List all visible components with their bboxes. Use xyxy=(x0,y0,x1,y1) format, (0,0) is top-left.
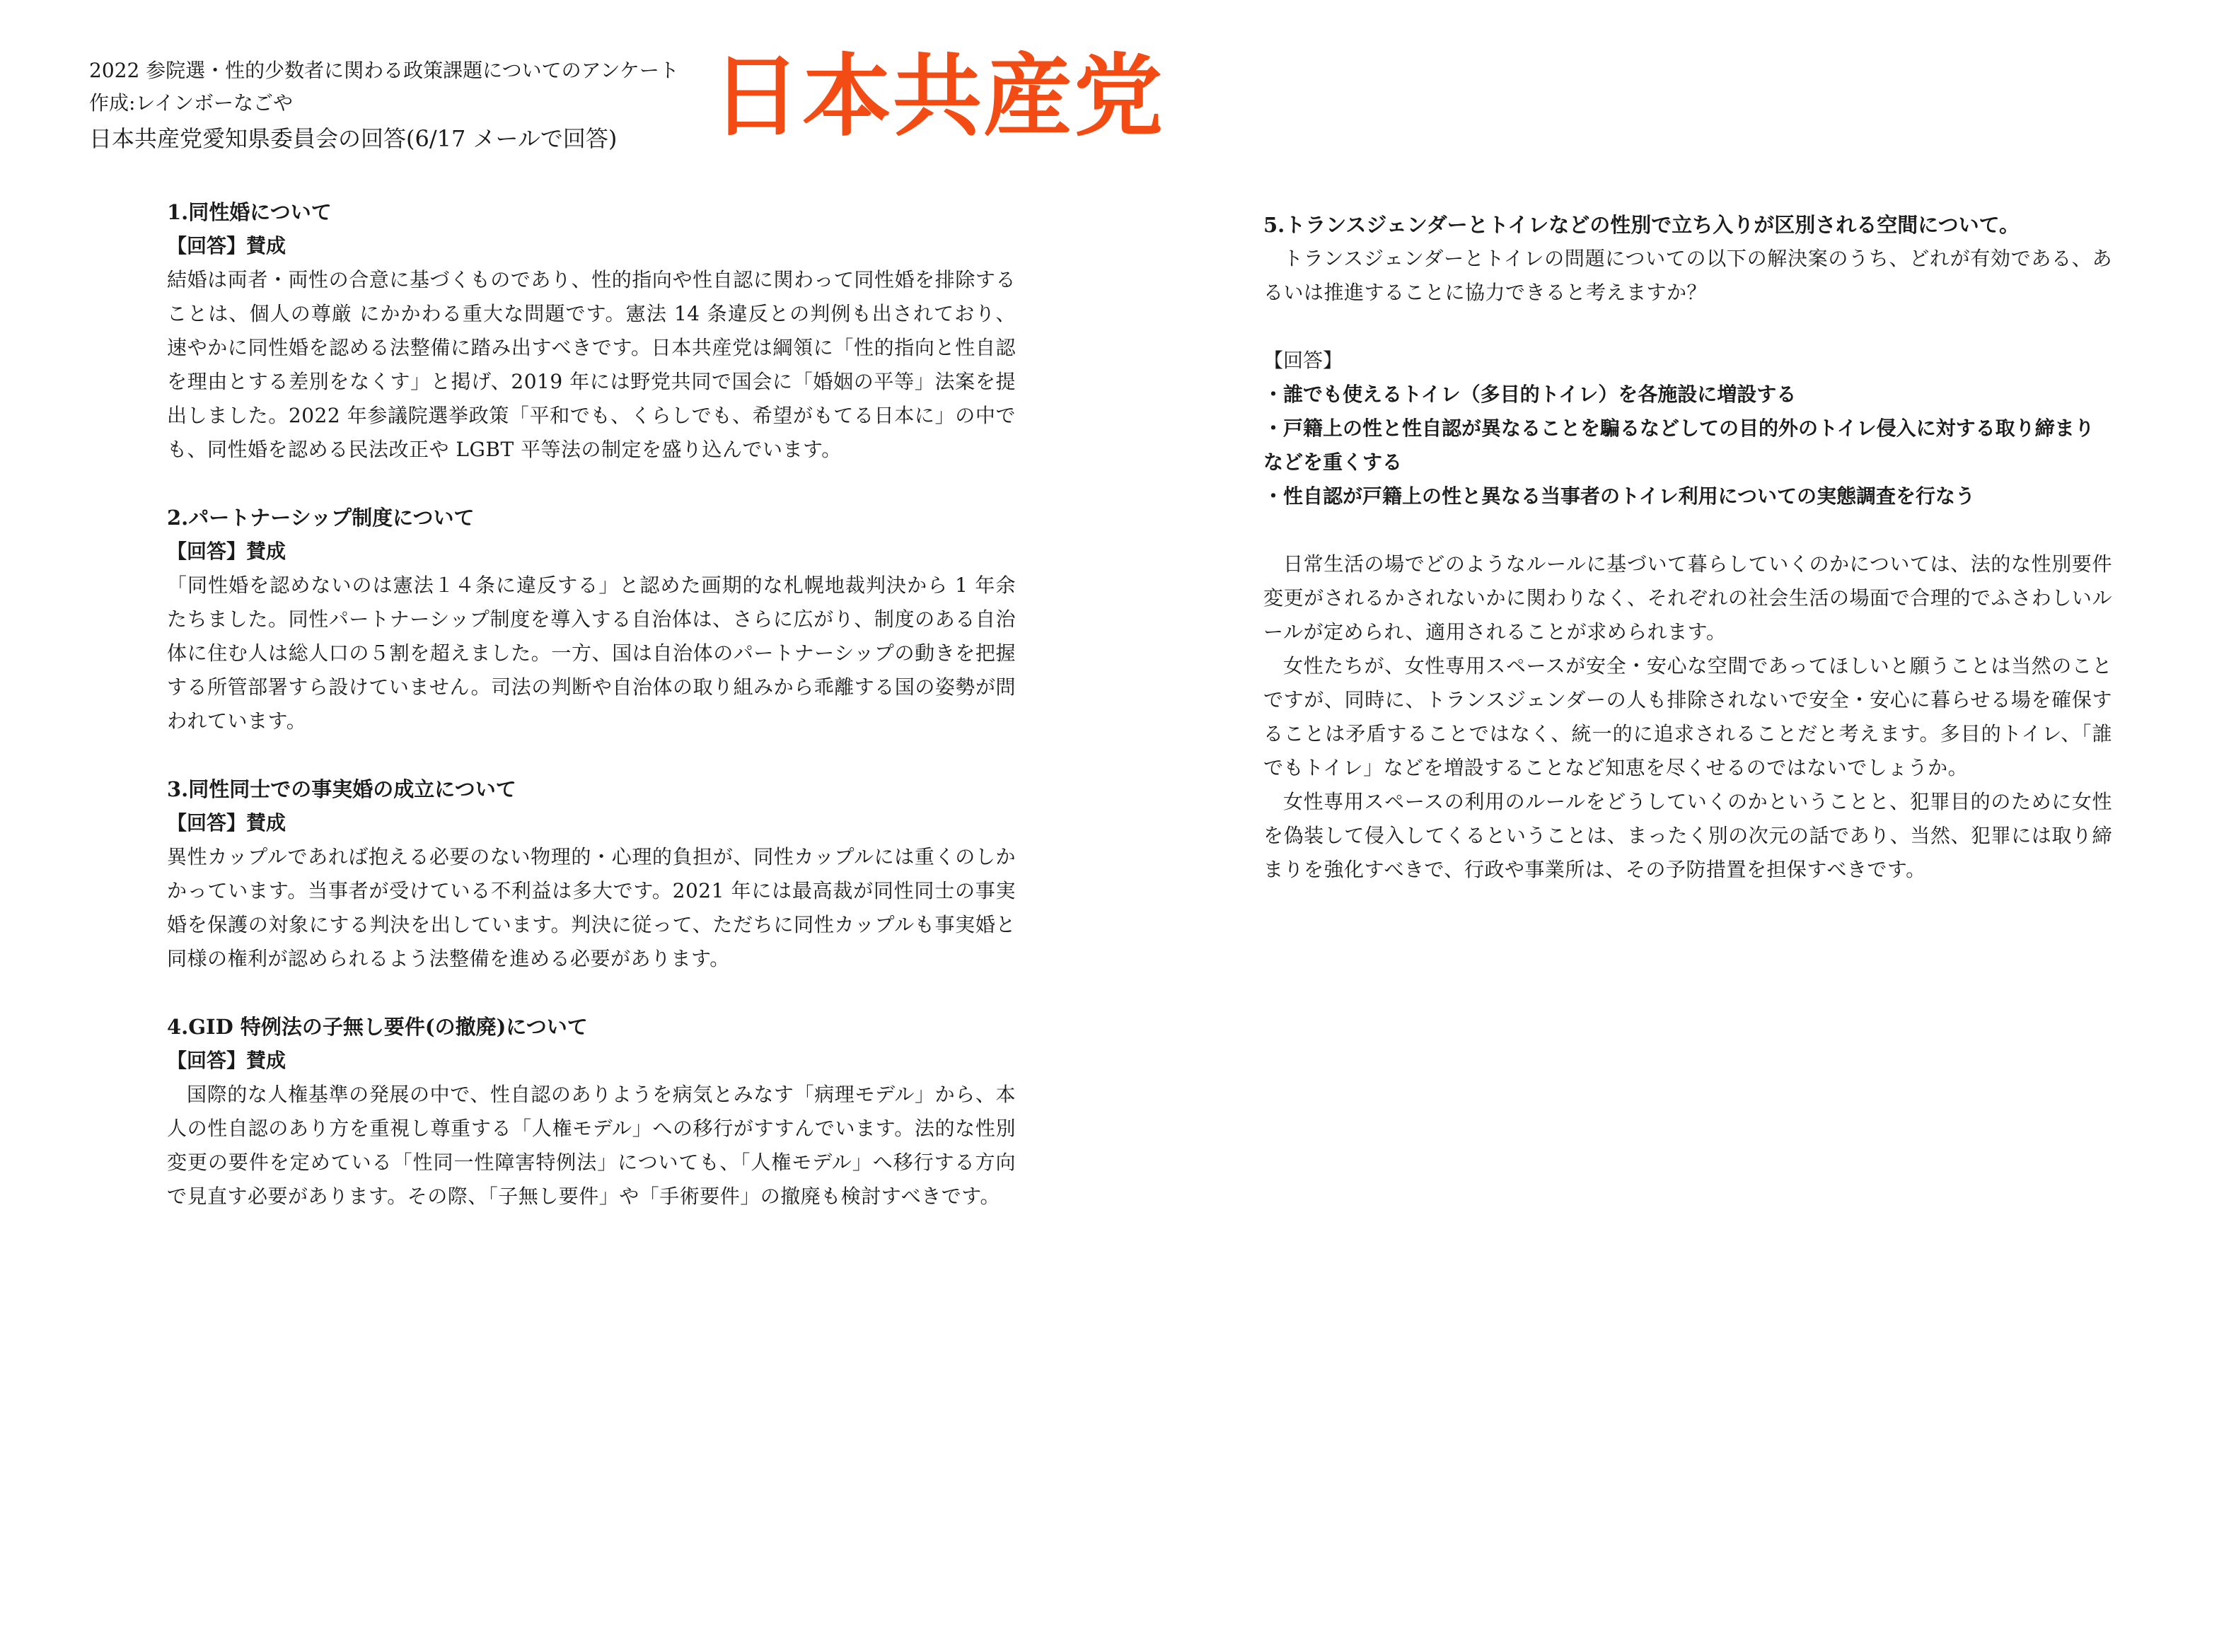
section-heading: 3.同性同士での事実婚の成立について xyxy=(167,777,516,801)
section-partnership-system xyxy=(167,501,1016,738)
answer-label: 【回答】賛成 xyxy=(167,811,286,834)
section-same-sex-marriage xyxy=(167,195,1016,467)
answer-label: 【回答】賛成 xyxy=(167,234,286,257)
answer-label: 【回答】 xyxy=(1263,349,1343,372)
answer-body: 国際的な人権基準の発展の中で、性自認のありようを病気とみなす「病理モデル」から、本人の性自認のあり方を重視し尊重する「人権モデル」への移行がすすんでいます。法的な性別変更の要件を定めている「性同一性障害特例法」についても、「人権モデル」へ移行する方向で見直す必要があります。その際、「子無し要件」や「手術要件」の撤廃も検討すべきです。 xyxy=(167,1083,1016,1208)
answer-bullet: ・性自認が戸籍上の性と異なる当事者のトイレ利用についての実態調査を行なう xyxy=(1263,484,1976,508)
section-heading: 2.パートナーシップ制度について xyxy=(167,506,475,530)
section-heading: 1.同性婚について xyxy=(167,200,332,224)
section-gid-act xyxy=(167,1010,1016,1214)
section-heading: 4.GID 特例法の子無し要件(の撤廃)について xyxy=(167,1015,588,1039)
answer-body: 結婚は両者・両性の合意に基づくものであり、性的指向や性自認に関わって同性婚を排除することは、個人の尊厳 にかかわる重大な問題です。憲法 14 条違反との判例も出されており、速やかに同性婚を認める法整備に踏み出すべきです。日本共産党は綱領に「性的指向と性自認を理由とする差別をなくす」と掲げ、2019 年には野党共同で国会に「婚姻の平等」法案を提出しました。2022 年参議院選挙政策「平和でも、くらしでも、希望がもてる日本に」の中でも、同性婚を認める民法改正や LGBT 平等法の制定を盛り込んでいます。 xyxy=(167,268,1016,461)
respondent-line: 日本共産党愛知県委員会の回答(6/17 メールで回答) xyxy=(89,125,618,152)
party-logo: 日本共産党 xyxy=(712,45,1164,149)
answer-bullet: ・戸籍上の性と性自認が異なることを騙るなどしての目的外のトイレ侵入に対する取り締まりなどを重くする xyxy=(1263,417,2095,474)
answer-bullet: ・誰でも使えるトイレ（多目的トイレ）を各施設に増設する xyxy=(1263,383,1797,406)
answer-paragraph: 女性専用スペースの利用のルールをどうしていくのかということと、犯罪目的のために女性を偽装して侵入してくるということは、まったく別の次元の話であり、当然、犯罪には取り締まりを強化すべきで、行政や事業所は、その予防措置を担保すべきです。 xyxy=(1263,790,2112,881)
answer-label: 【回答】賛成 xyxy=(167,540,286,563)
survey-title: 2022 参院選・性的少数者に関わる政策課題についてのアンケート xyxy=(89,59,679,82)
answer-label: 【回答】賛成 xyxy=(167,1049,286,1072)
answer-body: 「同性婚を認めないのは憲法１４条に違反する」と認めた画期的な札幌地裁判決から 1 年余たちました。同性パートナーシップ制度を導入する自治体は、さらに広がり、制度のある自治体に住む人は総人口の５割を超えました。一方、国は自治体のパートナーシップの動きを把握する所管部署すら設けていません。司法の判断や自治体の取り組みから乖離する国の姿勢が問われています。 xyxy=(167,574,1016,733)
section-heading: 5.トランスジェンダーとトイレなどの性別で立ち入りが区別される空間について。 xyxy=(1263,213,2020,237)
answer-body: 異性カップルであれば抱える必要のない物理的・心理的負担が、同性カップルには重くのしかかっています。当事者が受けている不利益は多大です。2021 年には最高裁が同性同士の事実婚を保護の対象にする判決を出しています。判決に従って、ただちに同性カップルも事実婚と同様の権利が認められるよう法整備を進める必要があります。 xyxy=(167,845,1016,970)
author-line: 作成:レインボーなごや xyxy=(89,91,294,115)
question-text: トランスジェンダーとトイレの問題についての以下の解決案のうち、どれが有効である、あるいは推進することに協力できると考えますか？ xyxy=(1263,247,2112,304)
left-column xyxy=(167,195,1016,1247)
answer-paragraph: 女性たちが、女性専用スペースが安全・安心な空間であってほしいと願うことは当然のことですが、同時に、トランスジェンダーの人も排除されないで安全・安心に暮らせる場を確保することは矛盾することではなく、統一的に追求されることだと考えます。多目的トイレ、「誰でもトイレ」などを増設することなど知恵を尽くせるのではないでしょうか。 xyxy=(1263,654,2112,779)
section-common-law-marriage xyxy=(167,772,1016,976)
answer-paragraph: 日常生活の場でどのようなルールに基づいて暮らしていくのかについては、法的な性別要件変更がされるかされないかに関わりなく、それぞれの社会生活の場面で合理的でふさわしいルールが定められ、適用されることが求められます。 xyxy=(1263,552,2112,644)
right-column xyxy=(1263,208,2112,887)
